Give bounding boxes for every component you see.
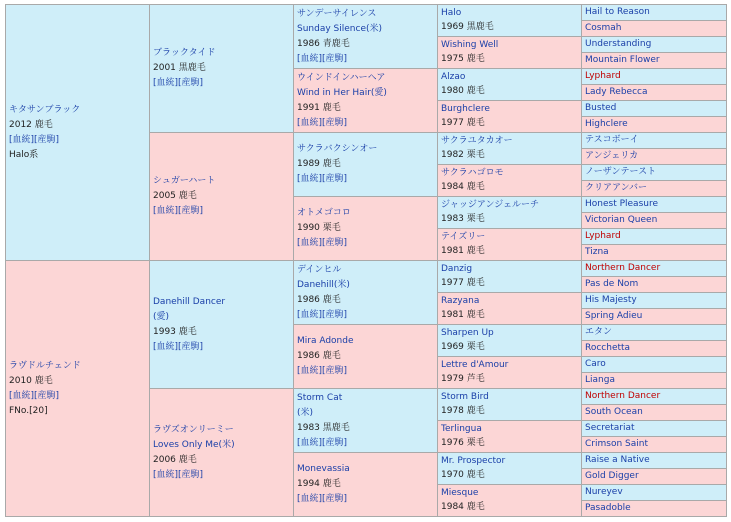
horse-origin: (愛)	[153, 311, 170, 322]
horse-name-link[interactable]: Storm Bird	[441, 392, 489, 402]
pedigree-offspring-links[interactable]: [血統][産駒]	[297, 53, 348, 64]
gen5-cell	[582, 389, 727, 405]
horse-name-link[interactable]: ジャッジアンジェルーチ	[441, 200, 540, 210]
horse-name-link[interactable]: キタサンブラック	[9, 104, 81, 115]
horse-name-link[interactable]: Secretariat	[585, 423, 635, 433]
horse-name-link[interactable]: Nureyev	[585, 487, 623, 497]
pedigree-row	[6, 5, 727, 21]
pedigree-offspring-links[interactable]: [血統][産駒]	[9, 134, 60, 145]
gen4-cell	[438, 389, 582, 421]
horse-name-link[interactable]: Razyana	[441, 296, 480, 306]
gen5-cell	[582, 85, 727, 101]
gen5-cell	[582, 341, 727, 357]
gen3-cell	[294, 389, 438, 453]
horse-name-link[interactable]: South Ocean	[585, 407, 643, 417]
gen5-cell	[582, 357, 727, 373]
horse-name-link[interactable]: Storm Cat	[297, 392, 343, 403]
horse-year-color: 1978 鹿毛	[441, 406, 485, 416]
horse-name-link[interactable]: サクラユタカオー	[441, 136, 513, 146]
gen3-cell	[294, 197, 438, 261]
gen4-cell	[438, 293, 582, 325]
gen4-cell	[438, 453, 582, 485]
pedigree-offspring-links[interactable]: [血統][産駒]	[153, 341, 204, 352]
horse-year-color: 1994 鹿毛	[297, 479, 341, 489]
gen5-cell	[582, 181, 727, 197]
horse-alt-name-link[interactable]: Sunday Silence(米)	[297, 23, 382, 34]
horse-name-link[interactable]: Raise a Native	[585, 455, 650, 465]
gen3-cell	[294, 133, 438, 197]
gen2-cell	[150, 133, 294, 261]
horse-name-link[interactable]: His Majesty	[585, 295, 637, 305]
horse-name-link[interactable]: サンデーサイレンス	[297, 8, 377, 19]
horse-name-link[interactable]: アンジェリカ	[585, 151, 639, 161]
horse-year-color: 1981 鹿毛	[441, 310, 485, 320]
horse-year-color: 2001 黒鹿毛	[153, 63, 206, 73]
horse-alt-name-link[interactable]: Danehill(米)	[297, 279, 350, 290]
horse-name-link[interactable]: Terlingua	[441, 424, 482, 434]
horse-year-color: 2010 鹿毛	[9, 375, 53, 386]
pedigree-offspring-links[interactable]: [血統][産駒]	[9, 390, 60, 401]
horse-year-color: 2012 鹿毛	[9, 119, 53, 130]
horse-name-link[interactable]: Mira Adonde	[297, 336, 354, 346]
horse-name-link[interactable]: Mountain Flower	[585, 55, 660, 65]
gen2-cell	[150, 261, 294, 389]
gen4-cell	[438, 101, 582, 133]
horse-year-color: 1989 鹿毛	[297, 159, 341, 169]
gen5-cell	[582, 293, 727, 309]
horse-name-link[interactable]: Pasadoble	[585, 503, 631, 513]
gen4-cell	[438, 37, 582, 69]
gen5-cell	[582, 325, 727, 341]
gen2-cell	[150, 389, 294, 517]
horse-name-link[interactable]: Monevassia	[297, 464, 350, 474]
horse-name-link[interactable]: Caro	[585, 359, 606, 369]
horse-year-color: 1979 芦毛	[441, 374, 485, 384]
horse-name-link[interactable]: クリアアンバー	[585, 183, 648, 193]
horse-year-color: 1975 鹿毛	[441, 54, 485, 64]
horse-name-link[interactable]: Busted	[585, 103, 617, 113]
gen4-cell	[438, 229, 582, 261]
horse-name-link[interactable]: Lianga	[585, 375, 615, 385]
horse-name-link[interactable]: エタン	[585, 327, 613, 337]
gen4-cell	[438, 261, 582, 293]
horse-name-link[interactable]: Lyphard	[585, 231, 621, 241]
gen5-cell	[582, 245, 727, 261]
horse-name-link[interactable]: オトメゴコロ	[297, 208, 351, 218]
horse-name-link[interactable]: Pas de Nom	[585, 279, 639, 289]
horse-name-link[interactable]: Wishing Well	[441, 40, 499, 50]
horse-name-link[interactable]: Crimson Saint	[585, 439, 648, 449]
gen5-cell	[582, 197, 727, 213]
gen4-cell	[438, 325, 582, 357]
horse-year-color: 1982 栗毛	[441, 150, 485, 160]
pedigree-offspring-links[interactable]: [血統][産駒]	[297, 494, 348, 504]
gen3-cell	[294, 261, 438, 325]
horse-extra-info: FNo.[20]	[9, 405, 48, 416]
gen4-cell	[438, 421, 582, 453]
horse-year-color: 1980 鹿毛	[441, 86, 485, 96]
pedigree-row	[6, 261, 727, 277]
horse-name-link[interactable]: Burghclere	[441, 104, 490, 114]
gen5-cell	[582, 53, 727, 69]
horse-name-link[interactable]: Honest Pleasure	[585, 199, 659, 209]
gen3-cell	[294, 69, 438, 133]
horse-name-link[interactable]: Miesque	[441, 488, 479, 498]
gen5-cell	[582, 469, 727, 485]
gen5-cell	[582, 229, 727, 245]
horse-name-link[interactable]: サクラバクシンオー	[297, 144, 378, 154]
horse-year-color: 1986 鹿毛	[297, 294, 341, 305]
pedigree-offspring-links[interactable]: [血統][産駒]	[297, 309, 348, 320]
gen5-cell	[582, 309, 727, 325]
horse-name-link[interactable]: サクラハゴロモ	[441, 168, 504, 178]
horse-name-link[interactable]: Highclere	[585, 119, 628, 129]
horse-name-link[interactable]: Hail to Reason	[585, 7, 650, 17]
gen5-cell	[582, 277, 727, 293]
gen3-cell	[294, 325, 438, 389]
pedigree-offspring-links[interactable]: [血統][産駒]	[297, 366, 348, 376]
horse-alt-name-link[interactable]: Loves Only Me(米)	[153, 439, 235, 450]
horse-name-link[interactable]: Lettre d'Amour	[441, 360, 509, 370]
horse-year-color: 1983 黒鹿毛	[297, 422, 350, 433]
horse-year-color: 1986 青鹿毛	[297, 38, 350, 49]
gen5-cell	[582, 485, 727, 501]
gen5-cell	[582, 149, 727, 165]
horse-name-link[interactable]: Halo	[441, 8, 462, 18]
horse-year-color: 1977 鹿毛	[441, 118, 485, 128]
horse-name-link[interactable]: Danehill Dancer	[153, 296, 226, 307]
gen1-cell	[6, 261, 150, 517]
horse-name-link[interactable]: Rocchetta	[585, 343, 631, 353]
horse-year-color: 1991 鹿毛	[297, 102, 341, 113]
gen5-cell	[582, 21, 727, 37]
horse-name-link[interactable]: テイズリー	[441, 232, 486, 242]
horse-name-link[interactable]: Sharpen Up	[441, 328, 494, 338]
horse-year-color: 1969 黒鹿毛	[441, 22, 494, 32]
gen4-cell	[438, 69, 582, 101]
gen4-cell	[438, 5, 582, 37]
horse-year-color: 2006 鹿毛	[153, 454, 197, 465]
gen5-cell	[582, 117, 727, 133]
horse-name-link[interactable]: シュガーハート	[153, 176, 216, 186]
horse-year-color: 1970 鹿毛	[441, 470, 485, 480]
gen3-cell	[294, 5, 438, 69]
horse-year-color: 1984 鹿毛	[441, 502, 485, 512]
gen5-cell	[582, 37, 727, 53]
horse-name-link[interactable]: デインヒル	[297, 264, 342, 275]
gen5-cell	[582, 453, 727, 469]
horse-name-link[interactable]: Danzig	[441, 264, 473, 274]
gen4-cell	[438, 357, 582, 389]
horse-year-color: 1986 鹿毛	[297, 351, 341, 361]
gen3-cell	[294, 453, 438, 517]
horse-alt-name-link[interactable]: Wind in Her Hair(愛)	[297, 87, 387, 98]
horse-alt-name-link[interactable]: (米)	[297, 407, 314, 418]
gen5-cell	[582, 405, 727, 421]
horse-year-color: 1990 栗毛	[297, 223, 341, 233]
pedigree-offspring-links[interactable]: [血統][産駒]	[153, 78, 204, 88]
gen5-cell	[582, 69, 727, 85]
gen5-cell	[582, 213, 727, 229]
gen5-cell	[582, 421, 727, 437]
horse-extra-info: Halo系	[9, 149, 39, 160]
gen2-cell	[150, 5, 294, 133]
horse-year-color: 1976 栗毛	[441, 438, 485, 448]
gen4-cell	[438, 197, 582, 229]
gen5-cell	[582, 101, 727, 117]
gen4-cell	[438, 165, 582, 197]
horse-name-link[interactable]: Northern Dancer	[585, 263, 661, 273]
gen1-cell	[6, 5, 150, 261]
horse-year-color: 1969 栗毛	[441, 342, 485, 352]
horse-year-color: 2005 鹿毛	[153, 191, 197, 201]
horse-name-link[interactable]: Tizna	[585, 247, 609, 257]
gen5-cell	[582, 133, 727, 149]
horse-name-link[interactable]: ラヴドルチェンド	[9, 360, 81, 371]
horse-year-color: 1977 鹿毛	[441, 278, 485, 288]
pedigree-offspring-links[interactable]: [血統][産駒]	[297, 437, 348, 448]
horse-name-link[interactable]: Cosmah	[585, 23, 622, 33]
horse-name-link[interactable]: Lady Rebecca	[585, 87, 648, 97]
horse-name-link[interactable]: Lyphard	[585, 71, 621, 81]
horse-name-link[interactable]: ブラックタイド	[153, 48, 216, 58]
pedigree-offspring-links[interactable]: [血統][産駒]	[297, 174, 348, 184]
gen4-cell	[438, 133, 582, 165]
gen5-cell	[582, 501, 727, 517]
gen5-cell	[582, 165, 727, 181]
pedigree-offspring-links[interactable]: [血統][産駒]	[297, 117, 348, 128]
pedigree-offspring-links[interactable]: [血統][産駒]	[297, 238, 348, 248]
horse-name-link[interactable]: Mr. Prospector	[441, 456, 506, 466]
horse-year-color: 1993 鹿毛	[153, 326, 197, 337]
pedigree-offspring-links[interactable]: [血統][産駒]	[153, 206, 204, 216]
horse-name-link[interactable]: Alzao	[441, 72, 466, 82]
pedigree-offspring-links[interactable]: [血統][産駒]	[153, 469, 204, 480]
horse-name-link[interactable]: Victorian Queen	[585, 215, 658, 225]
horse-name-link[interactable]: ノーザンテースト	[585, 167, 657, 177]
gen5-cell	[582, 261, 727, 277]
horse-name-link[interactable]: Gold Digger	[585, 471, 639, 481]
gen5-cell	[582, 5, 727, 21]
horse-year-color: 1983 栗毛	[441, 214, 485, 224]
horse-name-link[interactable]: テスコボーイ	[585, 135, 639, 145]
horse-name-link[interactable]: Understanding	[585, 39, 652, 49]
horse-name-link[interactable]: ラヴズオンリーミー	[153, 424, 234, 435]
horse-year-color: 1984 鹿毛	[441, 182, 485, 192]
gen5-cell	[582, 373, 727, 389]
horse-year-color: 1981 鹿毛	[441, 246, 485, 256]
horse-name-link[interactable]: Northern Dancer	[585, 391, 661, 401]
pedigree-table	[5, 4, 727, 517]
horse-name-link[interactable]: ウインドインハーヘア	[297, 72, 386, 83]
horse-name-link[interactable]: Spring Adieu	[585, 311, 643, 321]
gen4-cell	[438, 485, 582, 517]
gen5-cell	[582, 437, 727, 453]
